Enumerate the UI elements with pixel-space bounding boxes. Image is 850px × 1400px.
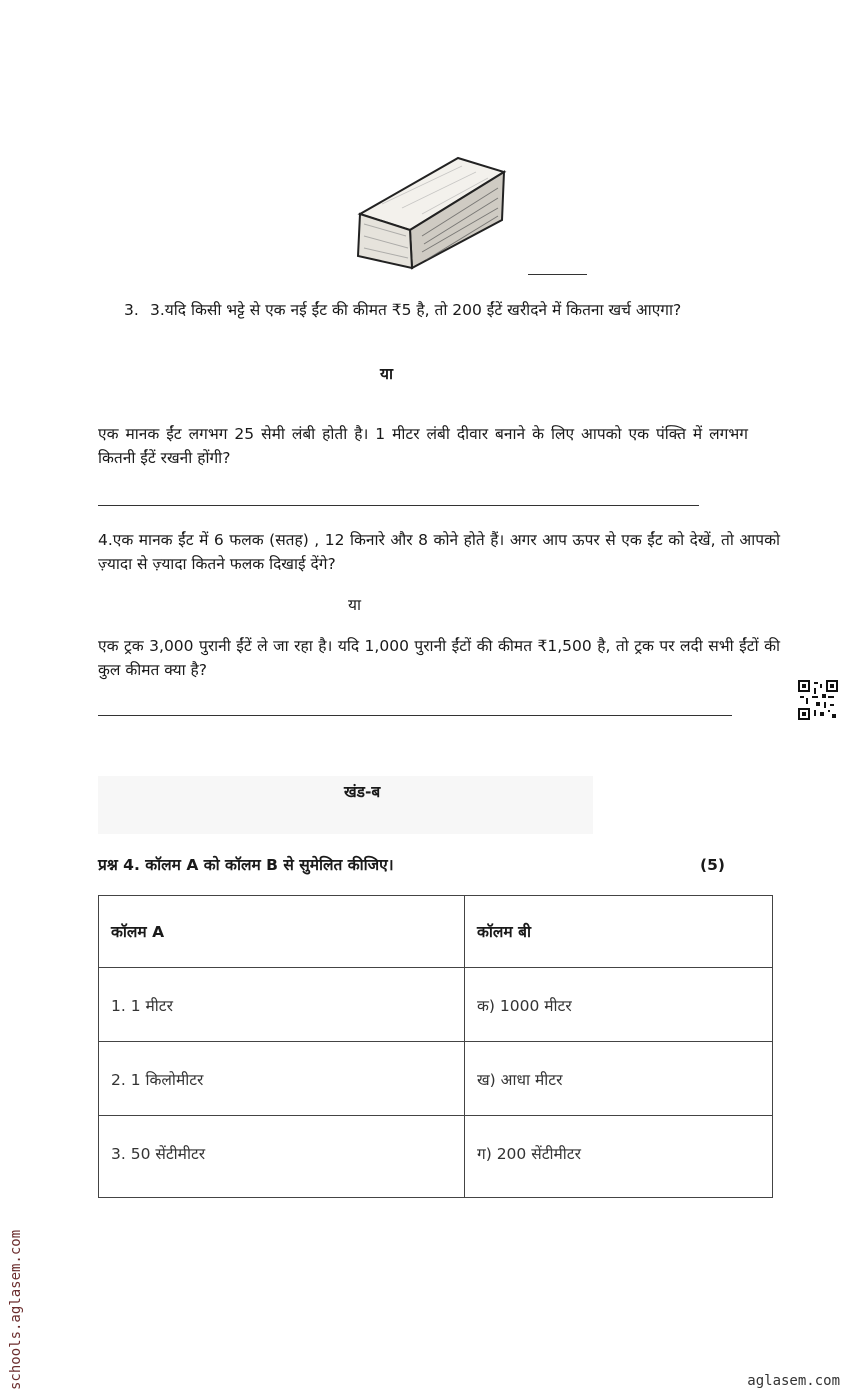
question-text: 3.यदि किसी भट्टे से एक नई ईंट की कीमत ₹5 है, तो 200 ईंटें खरीदने में कितना खर्च आएगा? [150,301,682,319]
answer-line [528,274,587,275]
qr-code-image [798,680,838,720]
column-a-cell: 2. 1 किलोमीटर [99,1042,465,1116]
separator-line [98,505,699,506]
column-b-cell: ग) 200 सेंटीमीटर [465,1116,773,1198]
side-watermark: schools.aglasem.com [8,1229,24,1390]
column-a-cell: 1. 1 मीटर [99,968,465,1042]
question-3 [124,298,749,322]
or-label: या [348,596,362,614]
section-title: खंड-ब [344,783,381,801]
alternate-question-text: एक मानक ईंट लगभग 25 सेमी लंबी होती है। 1 मीटर लंबी दीवार बनाने के लिए आपको एक पंक्ति में लगभग कितनी ईंटें रखनी होंगी? [98,425,748,467]
table-row [99,968,773,1042]
alternate-question-text: एक ट्रक 3,000 पुरानी ईंटें ले जा रहा है। यदि 1,000 पुरानी ईंटों की कीमत ₹1,500 है, तो ट्रक पर लदी सभी ईंटों की कुल कीमत क्या है? [98,637,780,679]
column-a-cell: 3. 50 सेंटीमीटर [99,1116,465,1198]
table-header-row [99,896,773,968]
column-b-cell: क) 1000 मीटर [465,968,773,1042]
marks-label: (5) [700,856,725,874]
column-a-header: कॉलम A [99,896,465,968]
question-4-text: 4.एक मानक ईंट में 6 फलक (सतह) , 12 किनारे और 8 कोने होते हैं। अगर आप ऊपर से एक ईंट को देखें, तो आपको ज़्यादा से ज़्यादा कितने फलक दिखाई देंगे? [98,531,780,573]
section-header [98,776,593,834]
table-row [99,1116,773,1198]
question-number: 3. [124,301,139,319]
footer-watermark: aglasem.com [747,1373,840,1389]
brick-illustration [352,152,512,274]
match-question-title: प्रश्न 4. कॉलम A को कॉलम B से सुमेलित कीजिए। [98,856,394,874]
column-b-header: कॉलम बी [465,896,773,968]
table-row [99,1042,773,1116]
or-label: या [380,365,394,383]
match-table [98,895,773,1198]
column-b-cell: ख) आधा मीटर [465,1042,773,1116]
separator-line [98,715,732,716]
